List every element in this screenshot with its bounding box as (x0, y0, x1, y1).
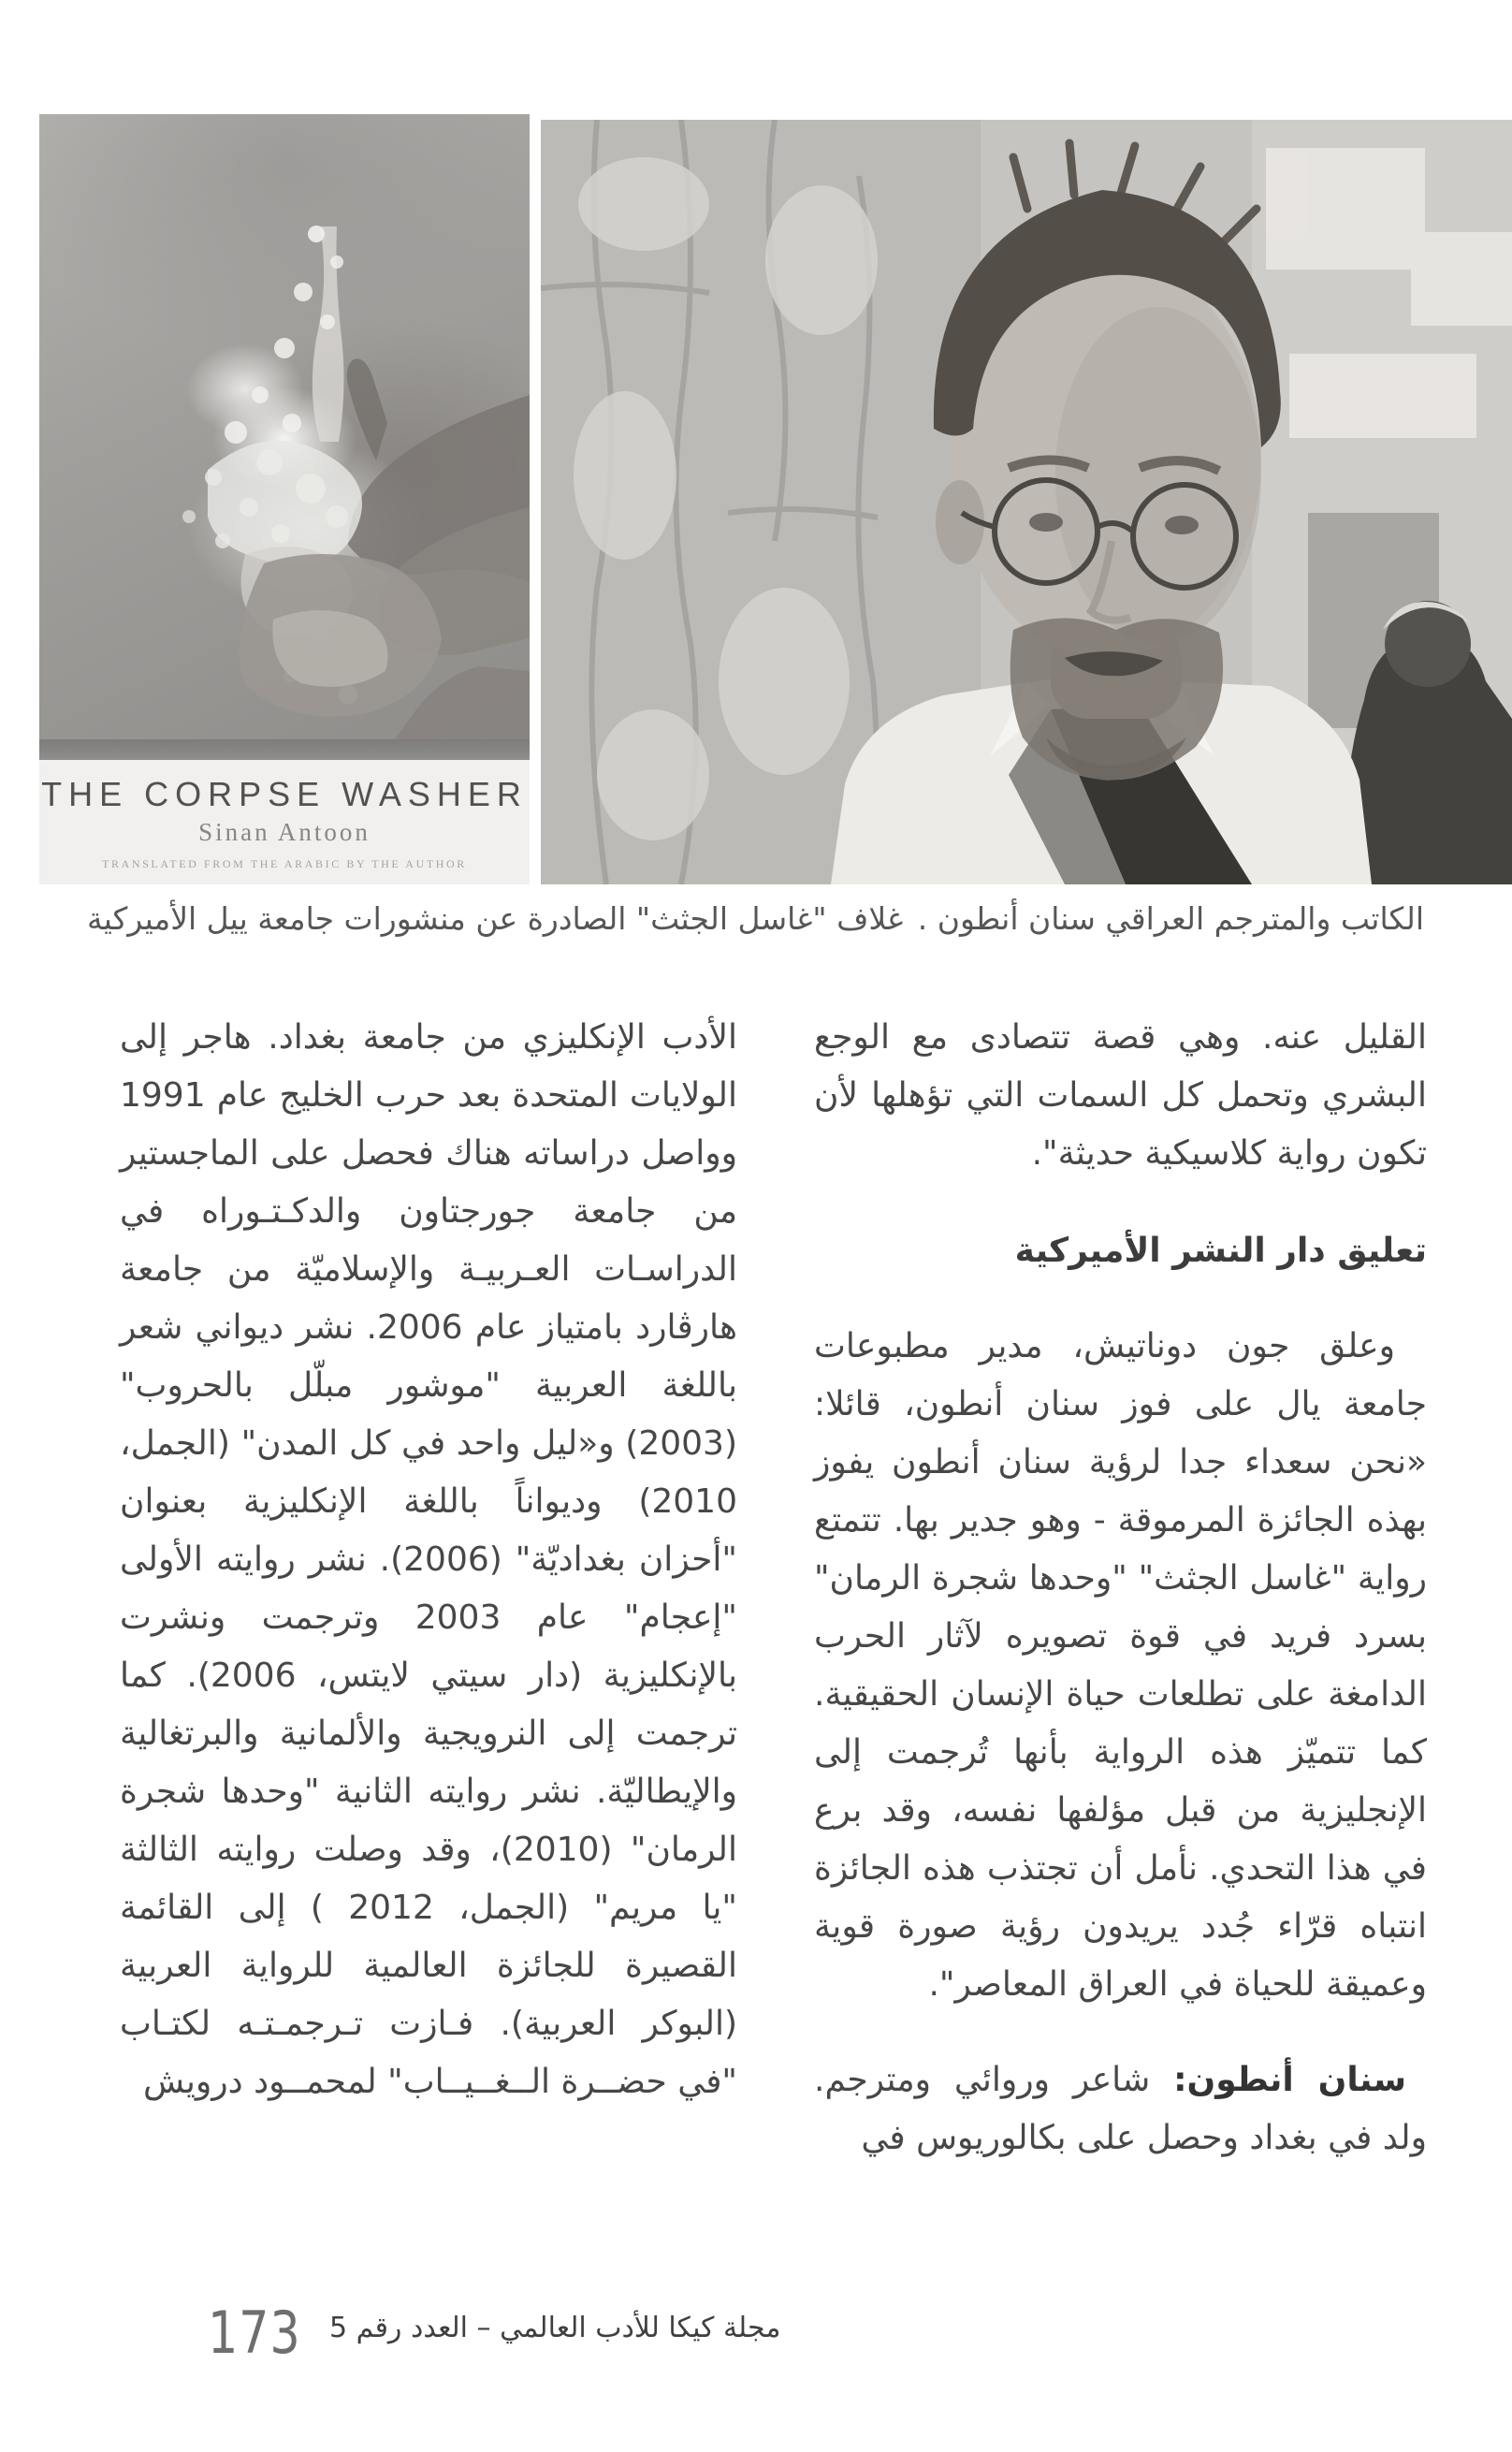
portrait-illustration (541, 120, 1512, 884)
bio-start: شاعر وروائي ومترجم. ولد في بغداد وحصل على بكالوريوس في (814, 2061, 1427, 2157)
cover-author: Sinan Antoon (198, 818, 371, 846)
page-number: 173 (208, 2299, 301, 2367)
splash-and-hands-illustration (39, 114, 530, 739)
cover-title: THE CORPSE WASHER (41, 775, 528, 813)
bio-lead: سنان أنطون: (1173, 2061, 1406, 2099)
author-portrait-photo (541, 120, 1512, 884)
portrait-caption: الكاتب والمترجم العراقي سنان أنطون . (917, 900, 1424, 937)
cover-photo-water-splash (39, 114, 530, 739)
paragraph-bio (814, 2051, 1427, 2167)
section-heading: تعليق دار النشر الأميركية (1014, 1232, 1427, 1270)
cover-tagline: TRANSLATED FROM THE ARABIC BY THE AUTHOR (102, 857, 467, 870)
paragraph-publisher-comment: وعلق جون دوناتيش، مدير مطبوعات جامعة يال على فوز سنان أنطون، قائلا: «نحن سعداء جدا لرؤية سنان أنطون يفوز بهذه الجائزة المرموقة - وهو جدير بها. تتمتع رواية "غاسل الجثث" "وحدها شجرة الرمان" بسرد فريد في قوة تصويره لآثار الحرب الدامغة على تطلعات حياة الإنسان الحقيقية. كما تتميّز هذه الرواية بأنها تُرجمت إلى الإنجليزية من قبل مؤلفها نفسه، وقد برع في هذا التحدي. نأمل أن تجتذب هذه الجائزة انتباه قرّاء جُدد يريدون رؤية صورة قوية وعميقة للحياة في العراق المعاصر". (814, 1327, 1427, 2004)
book-cover-image (39, 114, 530, 884)
paragraph-bio-continued: الأدب الإنكليزي من جامعة بغداد. هاجر إلى الولايات المتحدة بعد حرب الخليج عام 1991 وواصل دراساته هناك فحصل على الماجستير من جامعة جورجتاون والدكـتـوراه في الدراسـات العـربيـة والإسلاميّة من جامعة هارڤارد بامتياز عام 2006. نشر ديواني شعر باللغة العربية "موشور مبلّل بالحروب" (2003) و«ليل واحد في كل المدن" (الجمل، 2010) وديواناً باللغة الإنكليزية بعنوان "أحزان بغداديّة" (2006). نشر روايته الأولى "إعجام" عام 2003 وترجمت ونشرت بالإنكليزية (دار سيتي لايتس، 2006). كما ترجمت إلى النرويجية والألمانية والبرتغالية والإيطاليّة. نشر روايته الثانية "وحدها شجرة الرمان" (2010)، وقد وصلت روايته الثالثة "يا مريم" (الجمل، 2012 ) إلى القائمة القصيرة للجائزة العالمية للرواية العربية (البوكر العربية). فـازت تـرجمـتـه لكتـاب "في حضــرة الــغــيــاب" لمحمــود درويش (120, 1018, 737, 2101)
journal-title-line: مجلة كيكا للأدب العالمي – العدد رقم 5 (329, 2312, 781, 2344)
cover-caption: غلاف "غاسل الجثث" الصادرة عن منشورات جامعة ييل الأميركية (87, 900, 904, 937)
cover-dark-band (39, 739, 530, 760)
paragraph-continued: القليل عنه. وهي قصة تتصادى مع الوجع البشري وتحمل كل السمات التي تؤهلها لأن تكون رواية كلاسيكية حديثة". (814, 1018, 1427, 1173)
cover-title-block (39, 760, 530, 884)
article-column-left (120, 1009, 737, 2111)
article-column-right (814, 1009, 1427, 2167)
